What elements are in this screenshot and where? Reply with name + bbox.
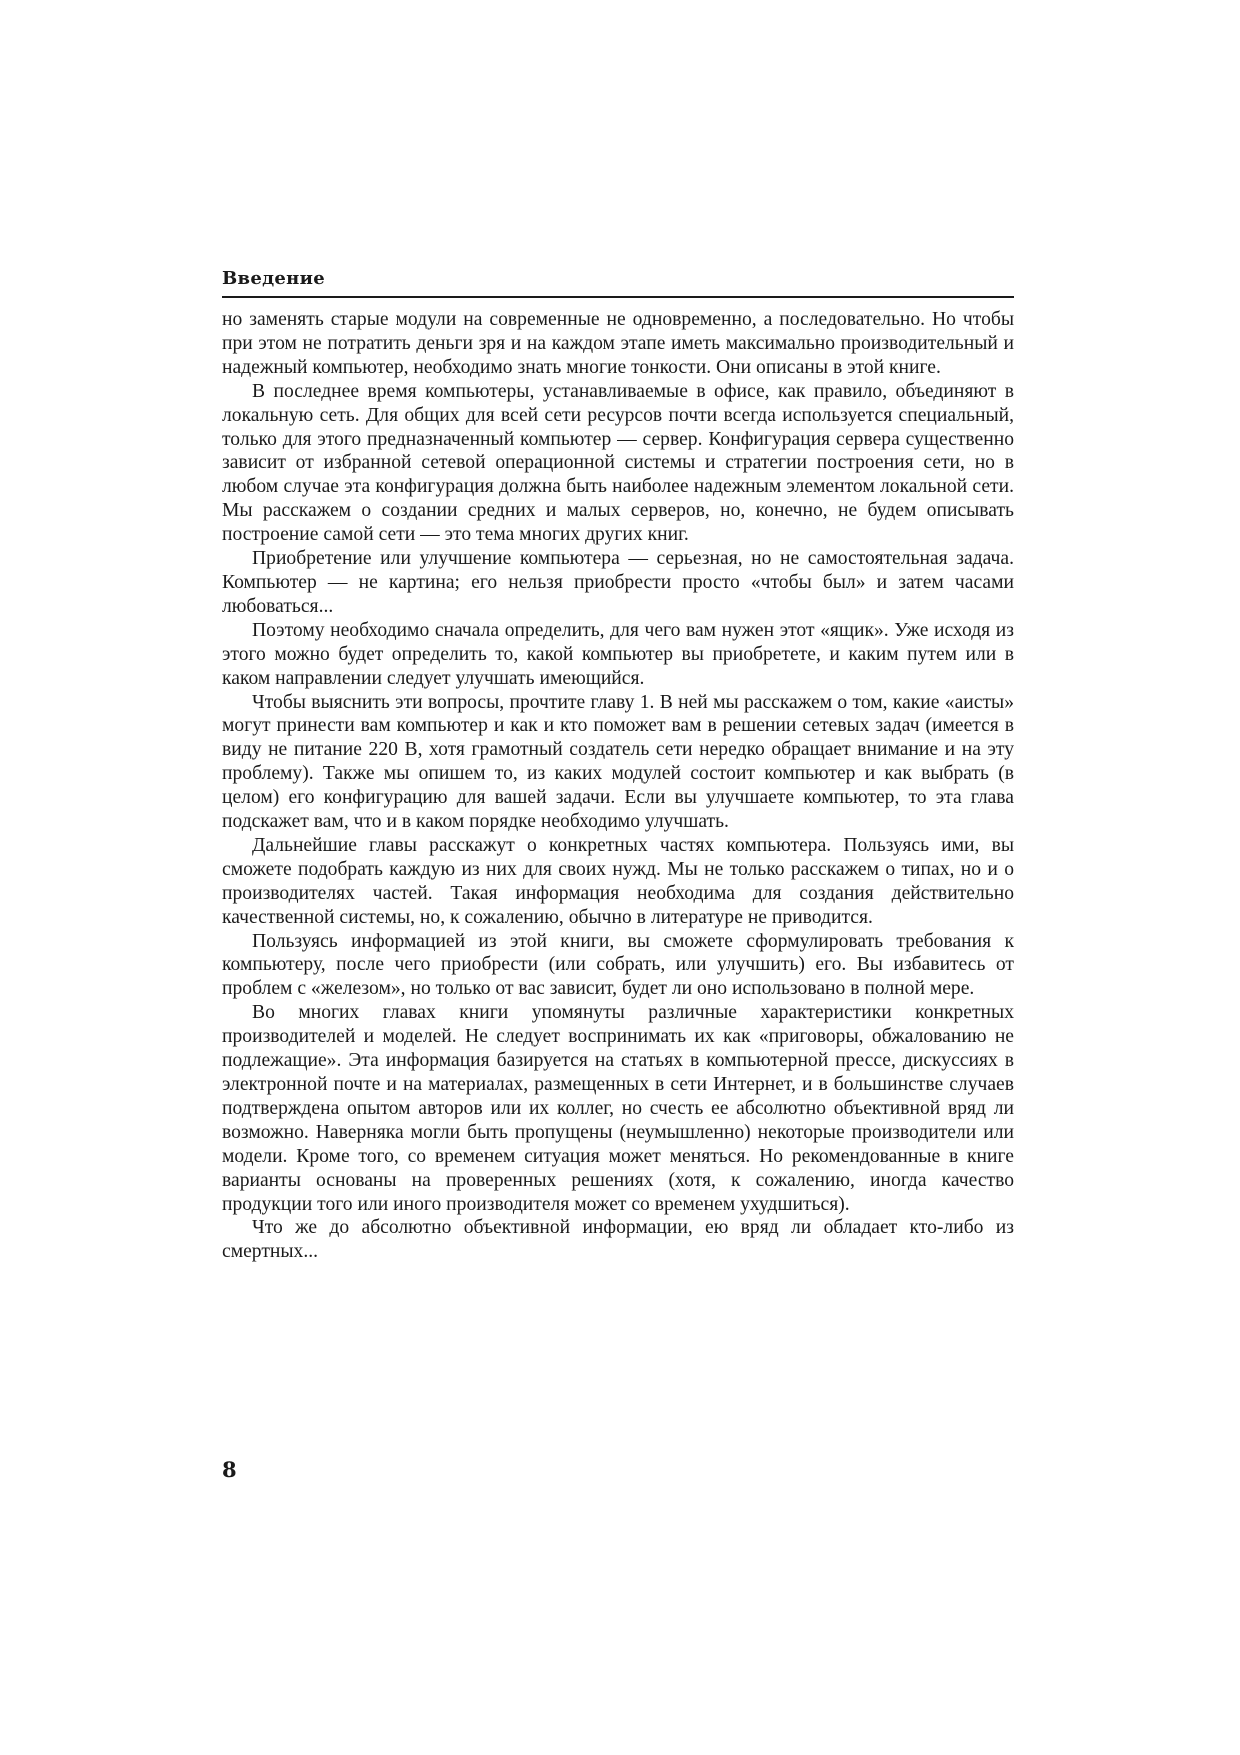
- paragraph: Приобретение или улучшение компьютера — серьезная, но не самостоятельная задача. Компьютер — не картина; его нельзя приобрести просто «чтобы был» и затем часами любоваться...: [222, 548, 1014, 617]
- page-number: 8: [222, 1457, 237, 1482]
- running-head: Введение: [222, 268, 325, 289]
- paragraph: Что же до абсолютно объективной информации, ею вряд ли обладает кто-либо из смертных...: [222, 1217, 1014, 1263]
- page-content: [222, 266, 1014, 1264]
- paragraph: Во многих главах книги упомянуты различные характеристики конкретных производителей и моделей. Не следует воспринимать их как «приговоры, обжалованию не подлежащие». Эта информация базируется на статьях в компьютерной прессе, дискуссиях в электронной почте и на материалах, размещенных в сети Интернет, и в большинстве случаев подтверждена опытом авторов или их коллег, но счесть ее абсолютно объективной вряд ли возможно. Наверняка могли быть пропущены (неумышленно) некоторые производители или модели. Кроме того, со временем ситуация может меняться. Но рекомендованные в книге варианты основаны на проверенных решениях (хотя, к сожалению, иногда качество продукции того или иного производителя может со временем ухудшиться).: [222, 1002, 1014, 1215]
- paragraph: Дальнейшие главы расскажут о конкретных частях компьютера. Пользуясь ими, вы сможете подобрать каждую из них для своих нужд. Мы не только расскажем о типах, но и о производителях частей. Такая информация необходима для создания действительно качественной системы, но, к сожалению, обычно в литературе не приводится.: [222, 834, 1014, 928]
- paragraph: Пользуясь информацией из этой книги, вы сможете сформулировать требования к компьютеру, после чего приобрести (или собрать, или улучшить) его. Вы избавитесь от проблем с «железом», но только от вас зависит, будет ли оно использовано в полной мере.: [222, 930, 1014, 1000]
- paragraph: В последнее время компьютеры, устанавливаемые в офисе, как правило, объединяют в локальную сеть. Для общих для всей сети ресурсов почти всегда используется специальный, только для этого предназначенный компьютер — сервер. Конфигурация сервера существенно зависит от избранной сетевой операционной системы и стратегии построения сети, но в любом случае эта конфигурация должна быть наиболее надежным элементом локальной сети. Мы расскажем о создании средних и малых серверов, но, конечно, не будем описывать построение самой сети — это тема многих других книг.: [222, 380, 1014, 546]
- paragraph: но заменять старые модули на современные не одновременно, а последовательно. Но чтобы при этом не потратить деньги зря и на каждом этапе иметь максимально производительный и надежный компьютер, необходимо знать многие тонкости. Они описаны в этой книге.: [222, 309, 1014, 378]
- paragraph: Чтобы выяснить эти вопросы, прочтите главу 1. В ней мы расскажем о том, какие «аисты» могут принести вам компьютер и как и кто поможет вам в решении сетевых задач (имеется в виду не питание 220 В, хотя грамотный создатель сети нередко обращает внимание и на эту проблему). Также мы опишем то, из каких модулей состоит компьютер и как выбрать (в целом) его конфигурацию для вашей задачи. Если вы улучшаете компьютер, то эта глава подскажет вам, что и в каком порядке необходимо улучшать.: [222, 691, 1014, 833]
- header-rule: [222, 296, 1014, 298]
- body-text: [222, 308, 1014, 1264]
- paragraph: Поэтому необходимо сначала определить, для чего вам нужен этот «ящик». Уже исходя из этого можно будет определить то, какой компьютер вы приобретете, и каким путем или в каком направлении следует улучшать имеющийся.: [222, 619, 1014, 689]
